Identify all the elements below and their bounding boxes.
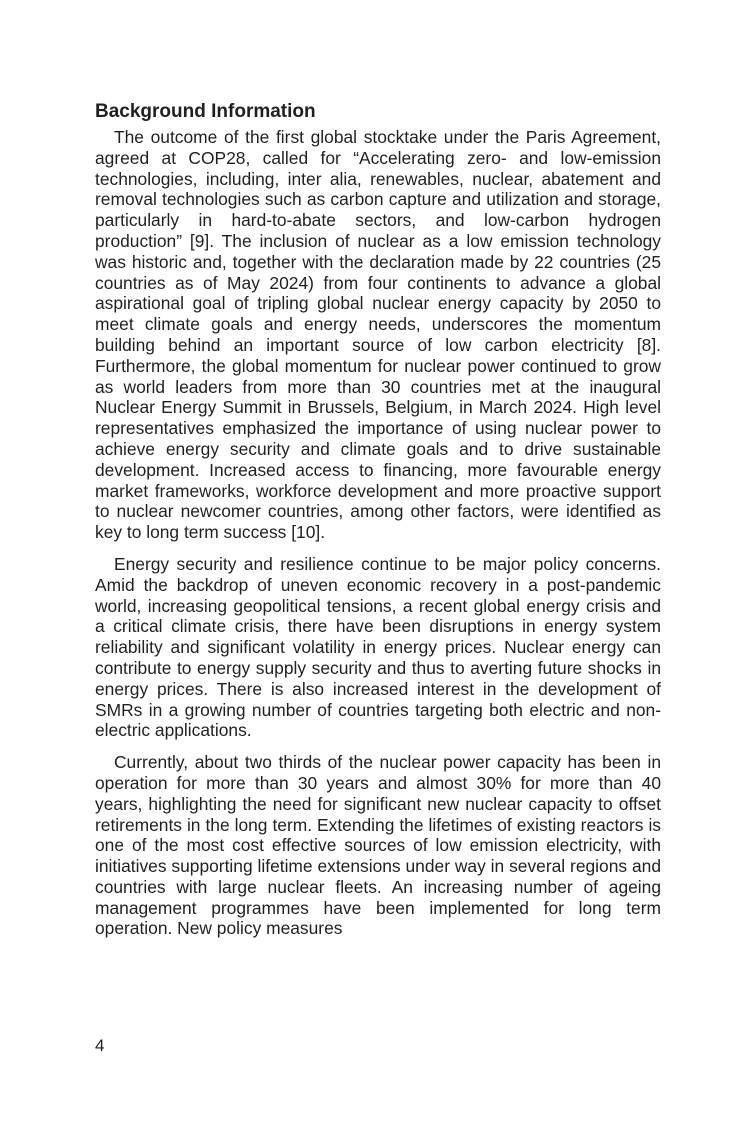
page-number: 4 xyxy=(95,1036,105,1055)
section-heading: Background Information xyxy=(95,101,316,122)
paragraph-3: Currently, about two thirds of the nuclear power capacity has been in operation for more than 30 years and almost 30% for more than 40 years, highlighting the need for significant new nuclear capacity to offset retirements in the long term. Extending the lifetimes of existing reactors is one of the most cost effective sources of low emission electricity, with initiatives supporting lifetime extensions under way in several regions and countries with large nuclear fleets. An increasing number of ageing management programmes have been implemented for long term operation. New policy measures xyxy=(95,752,661,939)
paragraph-1: The outcome of the first global stocktake under the Paris Agreement, agreed at COP28, called for “Accelerating zero- and low-emission technologies, including, inter alia, renewables, nuclear, abatement and removal technologies such as carbon capture and utilization and storage, particularly in hard-to-abate sectors, and low-carbon hydrogen production” [9]. The inclusion of nuclear as a low emission technology was historic and, together with the declaration made by 22 countries (25 countries as of May 2024) from four continents to advance a global aspirational goal of tripling global nuclear energy capacity by 2050 to meet climate goals and energy needs, underscores the momentum building behind an important source of low carbon electricity [8]. Furthermore, the global momentum for nuclear power continued to grow as world leaders from more than 30 countries met at the inaugural Nuclear Energy Summit in Brussels, Belgium, in March 2024. High level representatives emphasized the importance of using nuclear power to achieve energy security and climate goals and to drive sustainable development. Increased access to financing, more favourable energy market frameworks, workforce development and more proactive support to nuclear newcomer countries, among other factors, were identified as key to long term success [10]. xyxy=(95,127,661,543)
document-page xyxy=(95,100,661,950)
paragraph-2: Energy security and resilience continue to be major policy concerns. Amid the backdrop of uneven economic recovery in a post-pandemic world, increasing geopolitical tensions, a recent global energy crisis and a critical climate crisis, there have been disruptions in energy system reliability and significant volatility in energy prices. Nuclear energy can contribute to energy supply security and thus to averting future shocks in energy prices. There is also increased interest in the development of SMRs in a growing number of countries targeting both electric and non-electric applications. xyxy=(95,553,661,741)
